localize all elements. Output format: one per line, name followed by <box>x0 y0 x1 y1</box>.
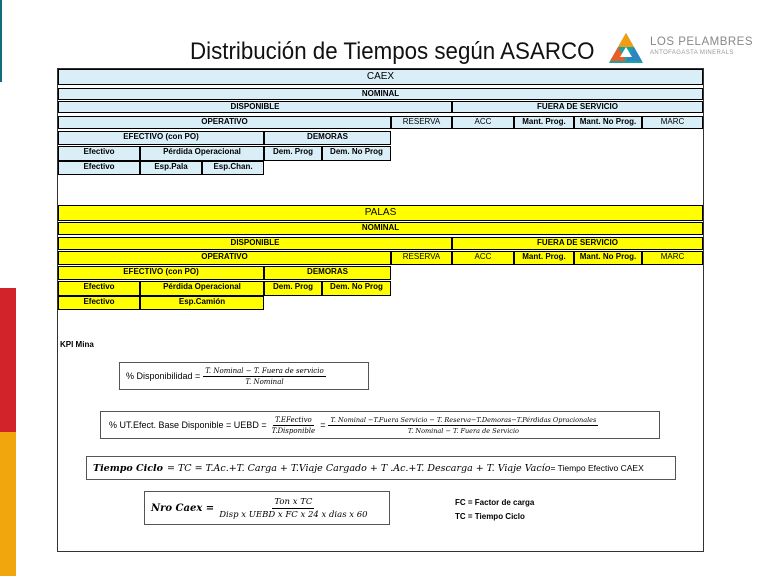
logo-text-main: LOS PELAMBRES <box>650 36 754 48</box>
palas-mant-prog: Mant. Prog. <box>514 251 574 265</box>
kpi-heading: KPI Mina <box>60 340 94 349</box>
note-tc: TC = Tiempo Ciclo <box>455 512 525 521</box>
formula-disponibilidad-fraction <box>203 367 325 386</box>
palas-disponible: DISPONIBLE <box>58 237 452 250</box>
caex-mant-prog: Mant. Prog. <box>514 116 574 129</box>
palas-operativo: OPERATIVO <box>58 251 391 265</box>
formula-uebd-denominator-2: T. Nominal − T. Fuera de Servicio <box>407 426 519 435</box>
caex-reserva: RESERVA <box>391 116 452 129</box>
company-logo-icon <box>606 30 646 66</box>
palas-esp-camion: Esp.Camión <box>140 296 264 310</box>
formula-uebd-numerator-1: T.EFectivo <box>275 415 312 424</box>
palas-efectivo-2: Efectivo <box>58 296 140 310</box>
caex-mant-no-prog: Mant. No Prog. <box>574 116 642 129</box>
accent-bar-orange <box>0 432 16 576</box>
accent-bar-red <box>0 288 16 432</box>
formula-uebd-fraction-2 <box>328 416 598 435</box>
palas-efectivo-con-po: EFECTIVO (con PO) <box>58 266 264 280</box>
caex-demoras: DEMORAS <box>264 131 391 145</box>
caex-efectivo-con-po: EFECTIVO (con PO) <box>58 131 264 145</box>
formula-disponibilidad <box>119 362 369 390</box>
caex-dem-prog: Dem. Prog <box>264 146 322 161</box>
caex-disponible: DISPONIBLE <box>58 101 452 113</box>
formula-uebd-label: % UT.Efect. Base Disponible = UEBD = <box>109 420 267 430</box>
caex-operativo: OPERATIVO <box>58 116 391 129</box>
formula-tiempo-ciclo-tail: = Tiempo Efectivo CAEX <box>550 463 644 473</box>
formula-uebd-fraction-1 <box>270 416 318 435</box>
formula-nro-caex <box>144 491 390 525</box>
logo-text-sub: ANTOFAGASTA MINERALS <box>650 50 734 56</box>
caex-marc: MARC <box>642 116 703 129</box>
palas-dem-prog: Dem. Prog <box>264 281 322 296</box>
formula-tiempo-ciclo-expr: = TC = T.Ac.+T. Carga + T.Viaje Cargado + T .Ac.+T. Descarga + T. Viaje Vacío <box>166 462 551 474</box>
formula-disponibilidad-label: % Disponibilidad = <box>126 371 201 381</box>
formula-uebd <box>100 411 660 439</box>
palas-demoras: DEMORAS <box>264 266 391 280</box>
palas-nominal: NOMINAL <box>58 222 703 235</box>
accent-bar-teal <box>0 0 2 82</box>
caex-esp-pala: Esp.Pala <box>140 161 202 175</box>
palas-mant-no-prog: Mant. No Prog. <box>574 251 642 265</box>
formula-nro-caex-label: Nro Caex = <box>151 502 215 514</box>
palas-reserva: RESERVA <box>391 251 452 265</box>
formula-nro-caex-denominator: Disp x UEBD x FC x 24 x dias x 60 <box>219 509 368 520</box>
palas-perdida-operacional: Pérdida Operacional <box>140 281 264 296</box>
formula-uebd-equals: = <box>320 420 326 430</box>
caex-efectivo: Efectivo <box>58 146 140 161</box>
formula-nro-caex-fraction <box>217 497 369 520</box>
formula-tiempo-ciclo-label: Tiempo Ciclo <box>93 462 163 474</box>
palas-efectivo: Efectivo <box>58 281 140 296</box>
formula-uebd-numerator-2: T. Nominal −T.Fuera Servicio − T. Reserva−T.Demoras−T.Pérdidas Opracionales <box>330 415 597 424</box>
caex-esp-chan: Esp.Chan. <box>202 161 264 175</box>
formula-uebd-denominator-1: T.Disponible <box>271 426 316 435</box>
palas-title: PALAS <box>58 205 703 221</box>
formula-notes <box>455 496 534 524</box>
caex-perdida-operacional: Pérdida Operacional <box>140 146 264 161</box>
formula-disponibilidad-numerator: T. Nominal − T. Fuera de servicio <box>205 366 324 375</box>
caex-acc: ACC <box>452 116 514 129</box>
caex-dem-no-prog: Dem. No Prog <box>322 146 391 161</box>
palas-marc: MARC <box>642 251 703 265</box>
formula-nro-caex-numerator: Ton x TC <box>274 496 313 507</box>
formula-disponibilidad-denominator: T. Nominal <box>245 377 284 386</box>
palas-acc: ACC <box>452 251 514 265</box>
page-title: Distribución de Tiempos según ASARCO <box>190 38 595 65</box>
palas-dem-no-prog: Dem. No Prog <box>322 281 391 296</box>
formula-tiempo-ciclo <box>86 456 676 480</box>
caex-efectivo-2: Efectivo <box>58 161 140 175</box>
note-fc: FC = Factor de carga <box>455 498 535 507</box>
palas-fuera-servicio: FUERA DE SERVICIO <box>452 237 703 250</box>
caex-fuera-servicio: FUERA DE SERVICIO <box>452 101 703 113</box>
caex-nominal: NOMINAL <box>58 88 703 100</box>
caex-title: CAEX <box>58 69 703 85</box>
